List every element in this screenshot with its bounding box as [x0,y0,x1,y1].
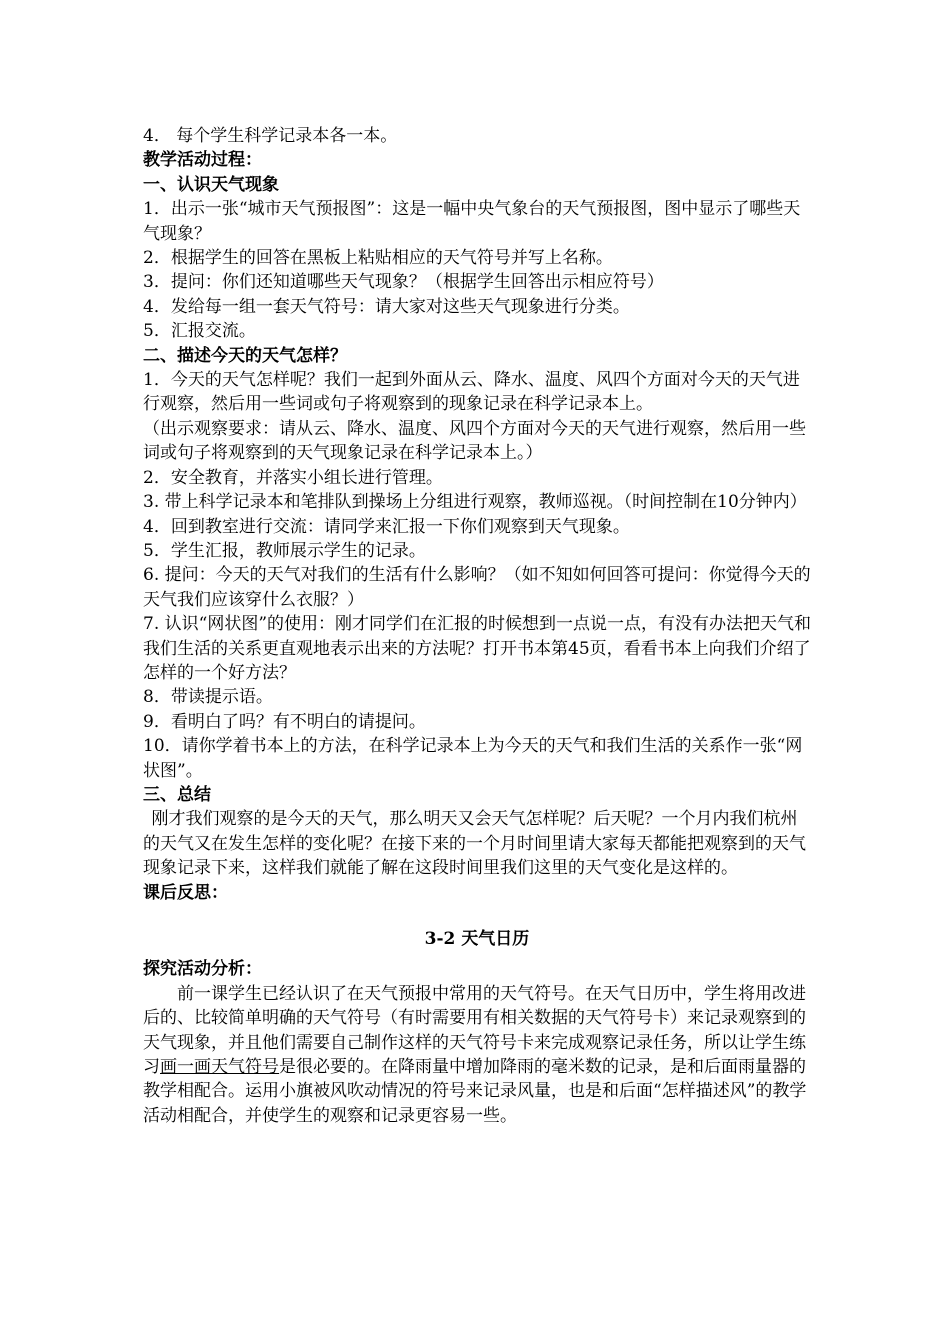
step-1-4: 4．发给每一组一套天气符号：请大家对这些天气现象进行分类。 [143,296,630,317]
analysis-heading: 探究活动分析： [143,959,262,980]
document-body [143,124,811,1128]
step-2-7: 7. 认识“网状图”的使用：刚才同学们在汇报的时候想到一点说一点，有没有办法把天气和我们生活的关系更直观地表示出来的方法呢？打开书本第45页，看看书本上向我们介绍了怎样的一个好方法？ [143,614,812,683]
step-2-1: 1．今天的天气怎样呢？我们一起到外面从云、降水、温度、风四个方面对今天的天气进行观察，然后用一些词或句子将观察到的现象记录在科学记录本上。 [143,370,800,415]
step-1-2: 2．根据学生的回答在黑板上粘贴相应的天气符号并写上名称。 [143,248,613,269]
summary-paragraph: 刚才我们观察的是今天的天气，那么明天又会天气怎样呢？后天呢？一个月内我们杭州的天气又在发生怎样的变化呢？在接下来的一个月时间里请大家每天都能把观察到的天气现象记录下来，这样我们就能了解在这段时间里我们这里的天气变化是这样的。 [143,809,806,879]
step-2-5: 5．学生汇报，教师展示学生的记录。 [143,540,426,561]
section-heading-3: 三、总结 [143,784,211,805]
step-2-4: 4．回到教室进行交流：请同学来汇报一下你们观察到天气现象。 [143,516,630,537]
step-2-2: 2．安全教育，并落实小组长进行管理。 [143,467,443,488]
section-heading-process: 教学活动过程： [143,150,262,171]
step-2-10: 10．请你学着书本上的方法，在科学记录本上为今天的天气和我们生活的关系作一张“网状图”。 [143,736,803,781]
step-1-3: 3．提问：你们还知道哪些天气现象？（根据学生回答出示相应符号） [143,272,664,293]
step-2-6: 6. 提问：今天的天气对我们的生活有什么影响？（如不知如何回答可提问：你觉得今天的天气我们应该穿什么衣服？） [143,565,811,610]
section-heading-2: 二、描述今天的天气怎样？ [143,345,347,366]
reflection-heading: 课后反思： [143,882,228,903]
step-1-1: 1．出示一张“城市天气预报图”：这是一幅中央气象台的天气预报图，图中显示了哪些天气现象？ [143,199,801,244]
analysis-underlined-phrase: 画一画天气符号 [160,1057,279,1078]
step-2-3: 3. 带上科学记录本和笔排队到操场上分组进行观察，教师巡视。（时间控制在10分钟内） [143,492,807,513]
analysis-text-start: 前一课学生已经认识了在天气预报中常用的天气符号。在天气日历中，学生将用改进后的、比较简单明确的天气符号（有时需要用有相关数据的天气符号卡）来记录观察到的天气现象，并且他们需要自己制作这样的天气符号卡来完成观察记录任务，所以让学生练习 [143,983,806,1078]
analysis-text-end: 是很必要的。在降雨量中增加降雨的毫米数的记录，是和后面雨量器的教学相配合。运用小旗被风吹动情况的符号来记录风量，也是和后面“怎样描述风”的教学活动相配合，并使学生的观察和记录更容易一些。 [143,1057,807,1126]
step-1-5: 5．汇报交流。 [143,321,256,342]
step-2-8: 8．带读提示语。 [143,687,273,708]
lesson-title: 3-2 天气日历 [424,929,530,949]
material-item-4: 4． 每个学生科学记录本各一本。 [143,126,398,146]
observation-requirement: （出示观察要求：请从云、降水、温度、风四个方面对今天的天气进行观察，然后用一些词或句子将观察到的天气现象记录在科学记录本上。） [143,418,806,464]
section-heading-1: 一、认识天气现象 [143,174,279,195]
step-2-9: 9．看明白了吗？有不明白的请提问。 [143,711,426,732]
analysis-paragraph [143,982,811,1128]
